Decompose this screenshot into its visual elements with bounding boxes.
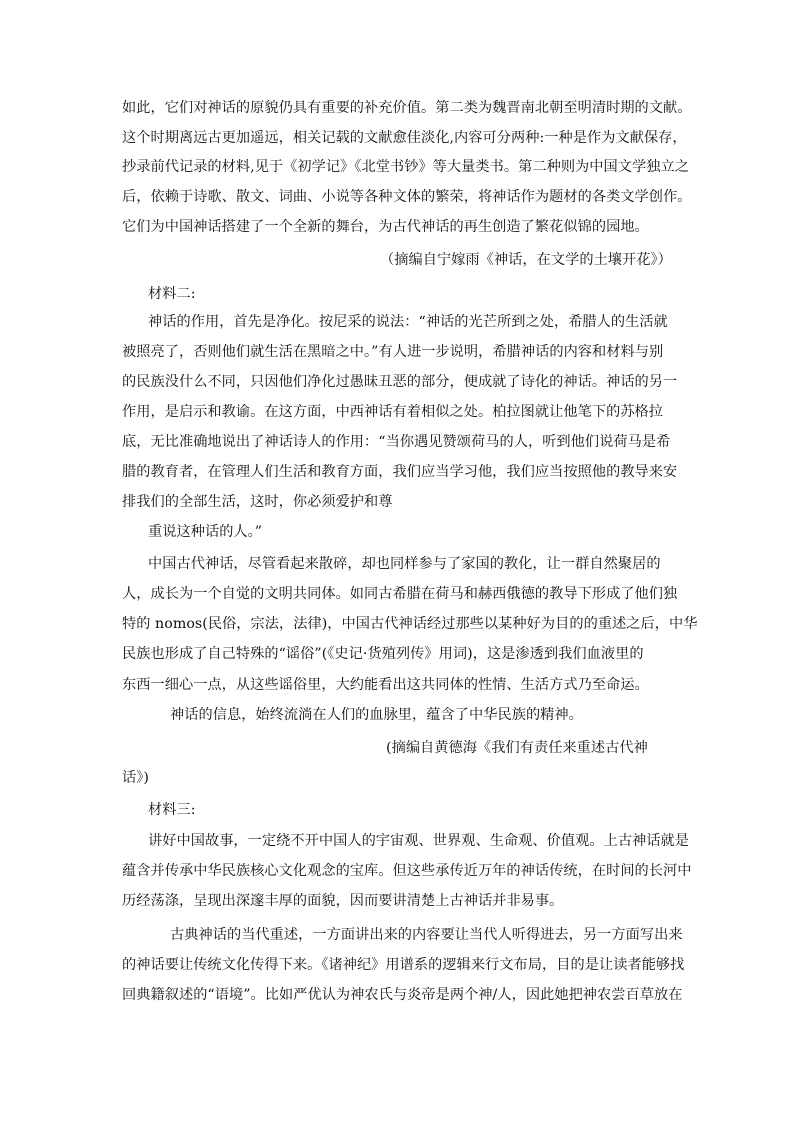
text-line: 讲好中国故事，一定绕不开中国人的宇宙观、世界观、生命观、价值观。上古神话就是: [148, 833, 690, 849]
text-line: 排我们的全部生活，这时，你必须爱护和尊: [122, 494, 393, 510]
text-line: 腊的教育者，在管理人们生活和教育方面，我们应当学习他，我们应当按照他的教导来安: [122, 464, 678, 480]
text-line: 它们为中国神话搭建了一个全新的舞台，为古代神话的再生创造了繁花似锦的园地。: [122, 219, 649, 235]
text-line: 后，依赖于诗歌、散文、词曲、小说等各种文体的繁荣，将神话作为题材的各类文学创作。: [122, 189, 692, 205]
text-line: 特的 nomos(民俗，宗法，法律)，中国古代神话经过那些以某种好为目的的重述之后，中华: [122, 616, 698, 632]
text-line: 人，成长为一个自觉的文明共同体。如同古希腊在荷马和赫西俄德的教导下形成了他们独: [122, 586, 678, 602]
text-line: 民族也形成了自己特殊的“谣俗”(《史记·货殖列传》用词)，这是渗透到我们血液里的: [122, 646, 644, 662]
text-line: 蕴含并传承中华民族核心文化观念的宝库。但这些承传近万年的神话传统，在时间的长河中: [122, 863, 692, 879]
text-line: 中国古代神话，尽管看起来散碎，却也同样参与了家国的教化，让一群自然聚居的: [148, 556, 661, 572]
source-citation: （摘编自宁嫁雨《神话，在文学的土壤开花》）: [380, 252, 672, 268]
text-line: 的神话要让传统文化传得下来。《诸神纪》用谱系的逻辑来行文布局，目的是让读者能够找: [122, 957, 685, 973]
text-line: 抄录前代记录的材料,见于《初学记》《北堂书钞》等大量类书。第二种则为中国文学独立之: [122, 159, 689, 175]
text-line: 作用，是启示和教谕。在这方面，中西神话有着相似之处。柏拉图就让他笔下的苏格拉: [122, 404, 664, 420]
text-line: 古典神话的当代重述，一方面讲出来的内容要让当代人听得进去，另一方面写出来: [170, 927, 683, 943]
text-line: 如此，它们对神话的原貌仍具有重要的补充价值。第二类为魏晋南北朝至明清时期的文献。: [122, 100, 692, 116]
section-heading: 材料二:: [148, 286, 196, 302]
text-line: 历经荡涤，呈现出深邃丰厚的面貌，因而要讲清楚上古神话并非易事。: [122, 893, 564, 909]
text-line: 神话的信息，始终流淌在人们的血脉里，蕴含了中华民族的精神。: [170, 707, 583, 723]
text-line: 底，无比准确地说出了神话诗人的作用：“当你遇见赞颂荷马的人，听到他们说荷马是希: [122, 434, 671, 450]
text-line: 这个时期离远古更加遥远，相关记载的文献愈佳淡化,内容可分两种:一种是作为文献保存，: [122, 130, 687, 146]
source-citation-continued: 话》): [122, 770, 149, 786]
source-citation: (摘编自黄德海《我们有责任来重述古代神: [386, 740, 648, 756]
text-line: 被照亮了，否则他们就生活在黑暗之中。”有人进一步说明，希腊神话的内容和材料与别: [122, 344, 664, 360]
text-line: 神话的作用，首先是净化。按尼采的说法：“神话的光芒所到之处，希腊人的生活就: [148, 314, 668, 330]
text-line: 回典籍叙述的“语境”。比如严优认为神农氏与炎帝是两个神/人，因此她把神农尝百草放在: [122, 987, 683, 1003]
text-line: 东西一细心一点，从这些谣俗里，大约能看出这共同体的性情、生活方式乃至命运。: [122, 677, 649, 693]
text-line: 的民族没什么不同，只因他们净化过愚昧丑恶的部分，便成就了诗化的神话。神话的另一: [122, 374, 678, 390]
text-line: 重说这种话的人。”: [148, 524, 263, 540]
section-heading: 材料三:: [148, 802, 196, 818]
